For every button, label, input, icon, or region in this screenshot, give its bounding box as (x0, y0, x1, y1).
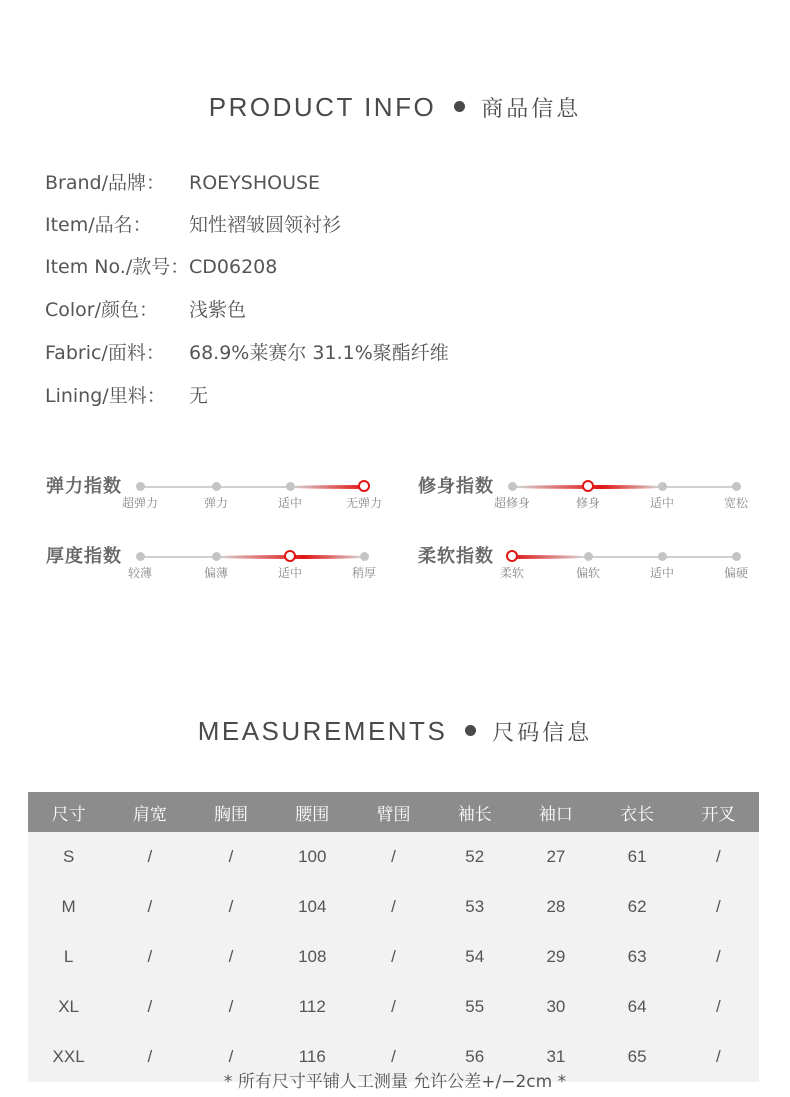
table-cell: 61 (597, 832, 678, 882)
header-cell: 肩宽 (109, 792, 190, 832)
table-cell: / (353, 1032, 434, 1082)
table-row (28, 882, 759, 932)
title-dot-icon (454, 101, 465, 112)
table-cell: / (353, 882, 434, 932)
info-value: 68.9%莱赛尔 31.1%聚酯纤维 (189, 342, 449, 364)
meter-option: 偏硬 (723, 566, 749, 580)
product-info-title-en: PRODUCT INFO (208, 92, 437, 122)
meter-highlight (512, 555, 582, 559)
table-cell: / (353, 832, 434, 882)
meter-node (360, 552, 369, 561)
meter-label: 弹力指数 (46, 476, 122, 497)
table-cell: / (353, 932, 434, 982)
table-cell: / (353, 982, 434, 1032)
meter-node (286, 482, 295, 491)
table-cell: 29 (515, 932, 596, 982)
meter-option: 无弹力 (345, 496, 383, 510)
table-cell: / (190, 932, 271, 982)
meter-node (658, 552, 667, 561)
table-cell: XL (28, 982, 109, 1032)
info-label: Color/颜色： (45, 299, 159, 321)
meter-node (584, 552, 593, 561)
meter-option: 超弹力 (121, 496, 159, 510)
size-table-header (28, 792, 759, 832)
table-cell: M (28, 882, 109, 932)
table-cell: / (190, 882, 271, 932)
table-cell: 112 (272, 982, 353, 1032)
info-row-fabric (45, 338, 449, 365)
meter-node (284, 550, 296, 562)
table-cell: 31 (515, 1032, 596, 1082)
table-cell: 63 (597, 932, 678, 982)
info-value: CD06208 (189, 256, 278, 278)
meter-thickness (46, 542, 426, 592)
meter-softness (418, 542, 790, 592)
measurements-title-cn: 尺码信息 (492, 721, 593, 746)
product-info-title-cn: 商品信息 (481, 97, 582, 122)
table-cell: / (190, 832, 271, 882)
meter-option: 宽松 (723, 496, 749, 510)
header-cell: 腰围 (272, 792, 353, 832)
meter-elasticity (46, 472, 426, 522)
meter-node (136, 552, 145, 561)
info-label: Lining/里料： (45, 385, 166, 407)
table-cell: / (678, 832, 759, 882)
table-cell: / (190, 1032, 271, 1082)
info-row-lining (45, 381, 208, 408)
header-cell: 尺寸 (28, 792, 109, 832)
header-cell: 袖长 (434, 792, 515, 832)
info-label: Fabric/面料： (45, 342, 165, 364)
table-cell: 104 (272, 882, 353, 932)
table-cell: 108 (272, 932, 353, 982)
meter-option: 超修身 (493, 496, 531, 510)
meter-option: 较薄 (127, 566, 153, 580)
table-cell: 28 (515, 882, 596, 932)
table-cell: / (678, 882, 759, 932)
table-cell: 52 (434, 832, 515, 882)
table-cell: S (28, 832, 109, 882)
table-cell: XXL (28, 1032, 109, 1082)
meter-node (658, 482, 667, 491)
meter-option: 偏薄 (203, 566, 229, 580)
meter-node (732, 482, 741, 491)
measurements-title-en: MEASUREMENTS (197, 716, 448, 746)
measurements-title (0, 716, 790, 747)
header-cell: 衣长 (597, 792, 678, 832)
meter-option: 偏软 (575, 566, 601, 580)
meter-node (582, 480, 594, 492)
info-row-color (45, 295, 246, 322)
header-cell: 袖口 (515, 792, 596, 832)
header-cell: 胸围 (190, 792, 271, 832)
table-cell: / (109, 1032, 190, 1082)
header-cell: 臂围 (353, 792, 434, 832)
product-info-title (0, 92, 790, 123)
info-row-item-no (45, 252, 277, 279)
table-cell: 64 (597, 982, 678, 1032)
meter-node (732, 552, 741, 561)
meter-option: 弹力 (203, 496, 229, 510)
meter-label: 修身指数 (418, 476, 494, 497)
info-row-item (45, 210, 341, 237)
table-cell: 65 (597, 1032, 678, 1082)
meter-node (506, 550, 518, 562)
meter-option: 修身 (575, 496, 601, 510)
meter-fit (418, 472, 790, 522)
table-cell: / (190, 982, 271, 1032)
size-table (28, 792, 759, 1082)
table-cell: 56 (434, 1032, 515, 1082)
meter-label: 柔软指数 (418, 546, 494, 567)
meter-highlight (294, 485, 364, 489)
table-cell: 53 (434, 882, 515, 932)
meter-option: 适中 (277, 566, 303, 580)
table-cell: 27 (515, 832, 596, 882)
table-cell: 100 (272, 832, 353, 882)
meter-option: 适中 (277, 496, 303, 510)
meter-label: 厚度指数 (46, 546, 122, 567)
table-cell: 30 (515, 982, 596, 1032)
table-cell: L (28, 932, 109, 982)
table-cell: / (109, 932, 190, 982)
meter-node (212, 482, 221, 491)
info-value: 浅紫色 (189, 299, 247, 321)
table-cell: / (678, 982, 759, 1032)
table-cell: / (109, 832, 190, 882)
info-value: 知性褶皱圆领衬衫 (189, 214, 342, 236)
header-cell: 开叉 (678, 792, 759, 832)
meter-node (212, 552, 221, 561)
info-label: Item/品名： (45, 214, 152, 236)
table-row (28, 932, 759, 982)
info-label: Brand/品牌： (45, 172, 165, 194)
meter-option: 适中 (649, 496, 675, 510)
table-cell: 62 (597, 882, 678, 932)
table-row (28, 982, 759, 1032)
info-value: 无 (189, 385, 209, 407)
tolerance-note: * 所有尺寸平铺人工测量 允许公差+/−2cm * (223, 1072, 567, 1092)
info-label: Item No./款号： (45, 256, 190, 278)
info-row-brand (45, 168, 320, 195)
meter-node (508, 482, 517, 491)
meter-option: 适中 (649, 566, 675, 580)
meter-option: 柔软 (499, 566, 525, 580)
table-cell: 54 (434, 932, 515, 982)
table-cell: 116 (272, 1032, 353, 1082)
table-cell: / (678, 1032, 759, 1082)
title-dot-icon (465, 725, 476, 736)
table-cell: / (109, 982, 190, 1032)
meter-node (358, 480, 370, 492)
table-row (28, 832, 759, 882)
meter-node (136, 482, 145, 491)
table-cell: 55 (434, 982, 515, 1032)
table-cell: / (678, 932, 759, 982)
meter-option: 稍厚 (351, 566, 377, 580)
info-value: ROEYSHOUSE (189, 172, 321, 194)
table-cell: / (109, 882, 190, 932)
